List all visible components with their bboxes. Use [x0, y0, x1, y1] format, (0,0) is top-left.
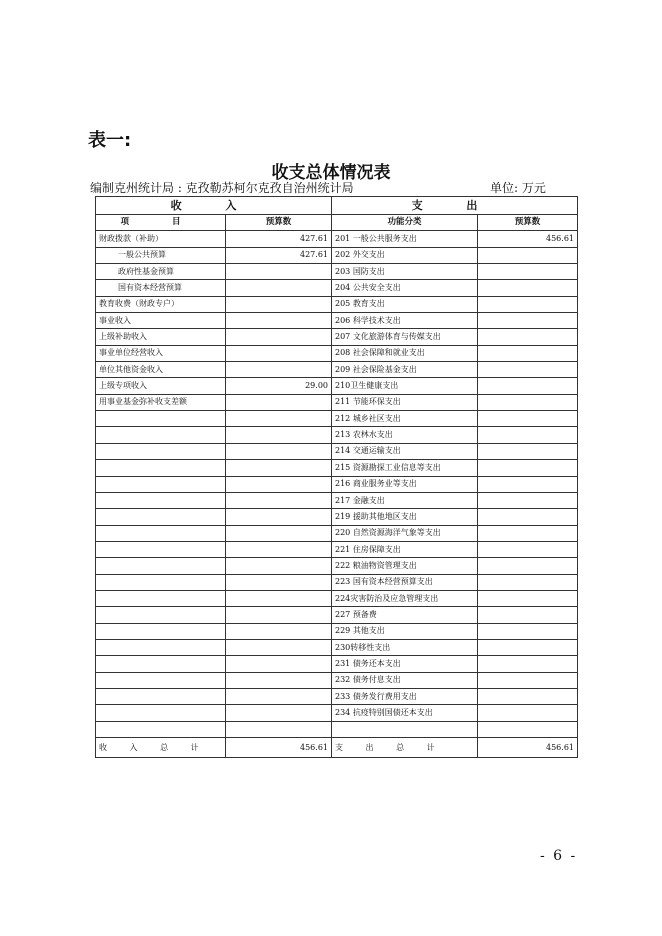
table-row [96, 411, 578, 427]
expense-budget-cell [478, 313, 578, 329]
expense-item-cell: 229 其他支出 [332, 623, 478, 639]
income-budget-cell [226, 362, 332, 378]
income-budget-cell [226, 296, 332, 312]
expense-item-cell: 205 教育支出 [332, 296, 478, 312]
expense-budget-cell [478, 509, 578, 525]
expense-item-cell: 213 农林水支出 [332, 427, 478, 443]
income-budget-cell [226, 492, 332, 508]
income-item-cell [96, 656, 226, 672]
table-row [96, 427, 578, 443]
page-number: - 6 - [540, 848, 578, 864]
table-row [96, 574, 578, 590]
income-item-cell [96, 509, 226, 525]
income-item-cell: 教育收费（财政专户） [96, 296, 226, 312]
expense-item-cell: 206 科学技术支出 [332, 313, 478, 329]
income-budget-cell [226, 639, 332, 655]
expense-budget-cell [478, 280, 578, 296]
expense-budget-cell [478, 492, 578, 508]
income-item-cell [96, 590, 226, 606]
expense-item-cell: 207 文化旅游体育与传媒支出 [332, 329, 478, 345]
table-row [96, 558, 578, 574]
table-row [96, 264, 578, 280]
expense-budget-cell [478, 721, 578, 737]
expense-budget-cell [478, 607, 578, 623]
expense-budget-cell [478, 378, 578, 394]
expense-item-cell: 209 社会保险基金支出 [332, 362, 478, 378]
org-name: 编制克州统计局 : 克孜勒苏柯尔克孜自治州统计局 [90, 181, 354, 195]
income-item-cell [96, 623, 226, 639]
income-item-cell: 事业收入 [96, 313, 226, 329]
table-row [96, 705, 578, 721]
income-item-cell: 一般公共预算 [96, 247, 226, 263]
expense-item-cell [332, 721, 478, 737]
expense-item-cell: 233 债务发行费用支出 [332, 688, 478, 704]
table-row [96, 460, 578, 476]
income-item-cell [96, 558, 226, 574]
expense-budget-cell [478, 623, 578, 639]
expense-item-cell: 219 援助其他地区支出 [332, 509, 478, 525]
expense-item-cell: 227 预备费 [332, 607, 478, 623]
expense-budget-cell [478, 525, 578, 541]
expense-item-cell: 223 国有资本经营预算支出 [332, 574, 478, 590]
expense-budget-cell: 456.61 [478, 231, 578, 247]
income-budget-cell: 29.00 [226, 378, 332, 394]
expense-total-label: 支 出 总 计 [332, 738, 478, 758]
income-budget-cell [226, 264, 332, 280]
expense-budget-cell [478, 362, 578, 378]
income-item-cell: 单位其他资金收入 [96, 362, 226, 378]
table-row [96, 492, 578, 508]
expense-item-cell: 230转移性支出 [332, 639, 478, 655]
expense-item-cell: 211 节能环保支出 [332, 394, 478, 410]
table-row [96, 688, 578, 704]
income-item-cell: 政府性基金预算 [96, 264, 226, 280]
income-budget-cell [226, 394, 332, 410]
income-budget-cell [226, 688, 332, 704]
income-budget-cell [226, 476, 332, 492]
income-budget-cell [226, 607, 332, 623]
income-budget-cell [226, 313, 332, 329]
income-budget-cell [226, 558, 332, 574]
expense-total-value: 456.61 [478, 738, 578, 758]
expense-budget-cell [478, 427, 578, 443]
expense-item-cell: 221 住房保障支出 [332, 541, 478, 557]
table-row [96, 639, 578, 655]
expense-item-cell: 234 抗疫特别国债还本支出 [332, 705, 478, 721]
unit-label: 单位: 万元 [490, 181, 546, 195]
table-row [96, 509, 578, 525]
section-row [96, 197, 578, 215]
table-label: 表一: [88, 130, 132, 151]
income-item-cell [96, 639, 226, 655]
expense-item-cell: 224灾害防治及应急管理支出 [332, 590, 478, 606]
income-budget-cell [226, 411, 332, 427]
total-row [96, 738, 578, 758]
income-item-cell [96, 476, 226, 492]
table-row [96, 231, 578, 247]
income-item-cell: 国有资本经营预算 [96, 280, 226, 296]
expense-budget-cell [478, 345, 578, 361]
expense-item-cell: 203 国防支出 [332, 264, 478, 280]
expense-budget-cell [478, 541, 578, 557]
table-row [96, 296, 578, 312]
income-item-cell: 上级补助收入 [96, 329, 226, 345]
table-row [96, 672, 578, 688]
expense-item-cell: 231 债务还本支出 [332, 656, 478, 672]
table-row [96, 378, 578, 394]
income-budget-cell: 427.61 [226, 231, 332, 247]
table-row [96, 623, 578, 639]
income-item-cell [96, 607, 226, 623]
expense-item-cell: 212 城乡社区支出 [332, 411, 478, 427]
income-budget-cell [226, 443, 332, 459]
table-row [96, 721, 578, 737]
expense-budget-cell [478, 574, 578, 590]
expense-item-cell: 217 金融支出 [332, 492, 478, 508]
expense-item-cell: 232 债务付息支出 [332, 672, 478, 688]
expense-budget-cell [478, 558, 578, 574]
expense-item-cell: 215 资源勘探工业信息等支出 [332, 460, 478, 476]
expense-item-cell: 220 自然资源海洋气象等支出 [332, 525, 478, 541]
table-row [96, 280, 578, 296]
income-budget-cell: 427.61 [226, 247, 332, 263]
col-header-budget: 预算数 [226, 215, 332, 231]
income-item-cell [96, 721, 226, 737]
income-budget-cell [226, 672, 332, 688]
expense-budget-cell [478, 411, 578, 427]
header-row [96, 215, 578, 231]
income-item-cell [96, 705, 226, 721]
income-budget-cell [226, 329, 332, 345]
table-row [96, 607, 578, 623]
expense-item-cell: 202 外交支出 [332, 247, 478, 263]
table-row [96, 476, 578, 492]
expense-item-cell: 210卫生健康支出 [332, 378, 478, 394]
col-header-item: 项 目 [96, 215, 226, 231]
income-item-cell: 财政拨款（补助） [96, 231, 226, 247]
income-budget-cell [226, 705, 332, 721]
income-budget-cell [226, 623, 332, 639]
table-row [96, 656, 578, 672]
expense-item-cell: 201 一般公共服务支出 [332, 231, 478, 247]
expense-budget-cell [478, 264, 578, 280]
col-header-function: 功能分类 [332, 215, 478, 231]
expense-item-cell: 216 商业服务业等支出 [332, 476, 478, 492]
income-budget-cell [226, 721, 332, 737]
income-item-cell [96, 541, 226, 557]
income-item-cell [96, 492, 226, 508]
expense-item-cell: 204 公共安全支出 [332, 280, 478, 296]
income-budget-cell [226, 590, 332, 606]
income-budget-cell [226, 345, 332, 361]
income-item-cell [96, 672, 226, 688]
income-budget-cell [226, 525, 332, 541]
income-item-cell [96, 688, 226, 704]
income-total-label: 收 入 总 计 [96, 738, 226, 758]
expense-budget-cell [478, 705, 578, 721]
budget-table [95, 196, 578, 758]
income-item-cell: 用事业基金弥补收支差额 [96, 394, 226, 410]
income-budget-cell [226, 574, 332, 590]
table-row [96, 247, 578, 263]
table-row [96, 590, 578, 606]
income-section-header: 收 入 [96, 197, 332, 215]
income-item-cell [96, 411, 226, 427]
table-row [96, 541, 578, 557]
expense-budget-cell [478, 590, 578, 606]
income-item-cell [96, 443, 226, 459]
income-budget-cell [226, 541, 332, 557]
income-item-cell: 上级专项收入 [96, 378, 226, 394]
page-title: 收支总体情况表 [271, 163, 391, 183]
expense-item-cell: 214 交通运输支出 [332, 443, 478, 459]
expense-budget-cell [478, 329, 578, 345]
expense-budget-cell [478, 296, 578, 312]
income-item-cell: 事业单位经营收入 [96, 345, 226, 361]
col-header-budget: 预算数 [478, 215, 578, 231]
expense-budget-cell [478, 639, 578, 655]
income-budget-cell [226, 656, 332, 672]
income-budget-cell [226, 427, 332, 443]
income-budget-cell [226, 509, 332, 525]
expense-budget-cell [478, 672, 578, 688]
expense-item-cell: 222 粮油物资管理支出 [332, 558, 478, 574]
table-row [96, 525, 578, 541]
expense-section-header: 支 出 [332, 197, 578, 215]
income-item-cell [96, 460, 226, 476]
expense-budget-cell [478, 460, 578, 476]
table-row [96, 394, 578, 410]
income-total-value: 456.61 [226, 738, 332, 758]
table-row [96, 329, 578, 345]
table-row [96, 443, 578, 459]
expense-item-cell: 208 社会保障和就业支出 [332, 345, 478, 361]
income-item-cell [96, 525, 226, 541]
income-budget-cell [226, 460, 332, 476]
expense-budget-cell [478, 656, 578, 672]
expense-budget-cell [478, 394, 578, 410]
table-row [96, 313, 578, 329]
expense-budget-cell [478, 247, 578, 263]
expense-budget-cell [478, 688, 578, 704]
expense-budget-cell [478, 476, 578, 492]
table-row [96, 345, 578, 361]
income-budget-cell [226, 280, 332, 296]
table-row [96, 362, 578, 378]
income-item-cell [96, 427, 226, 443]
income-item-cell [96, 574, 226, 590]
expense-budget-cell [478, 443, 578, 459]
